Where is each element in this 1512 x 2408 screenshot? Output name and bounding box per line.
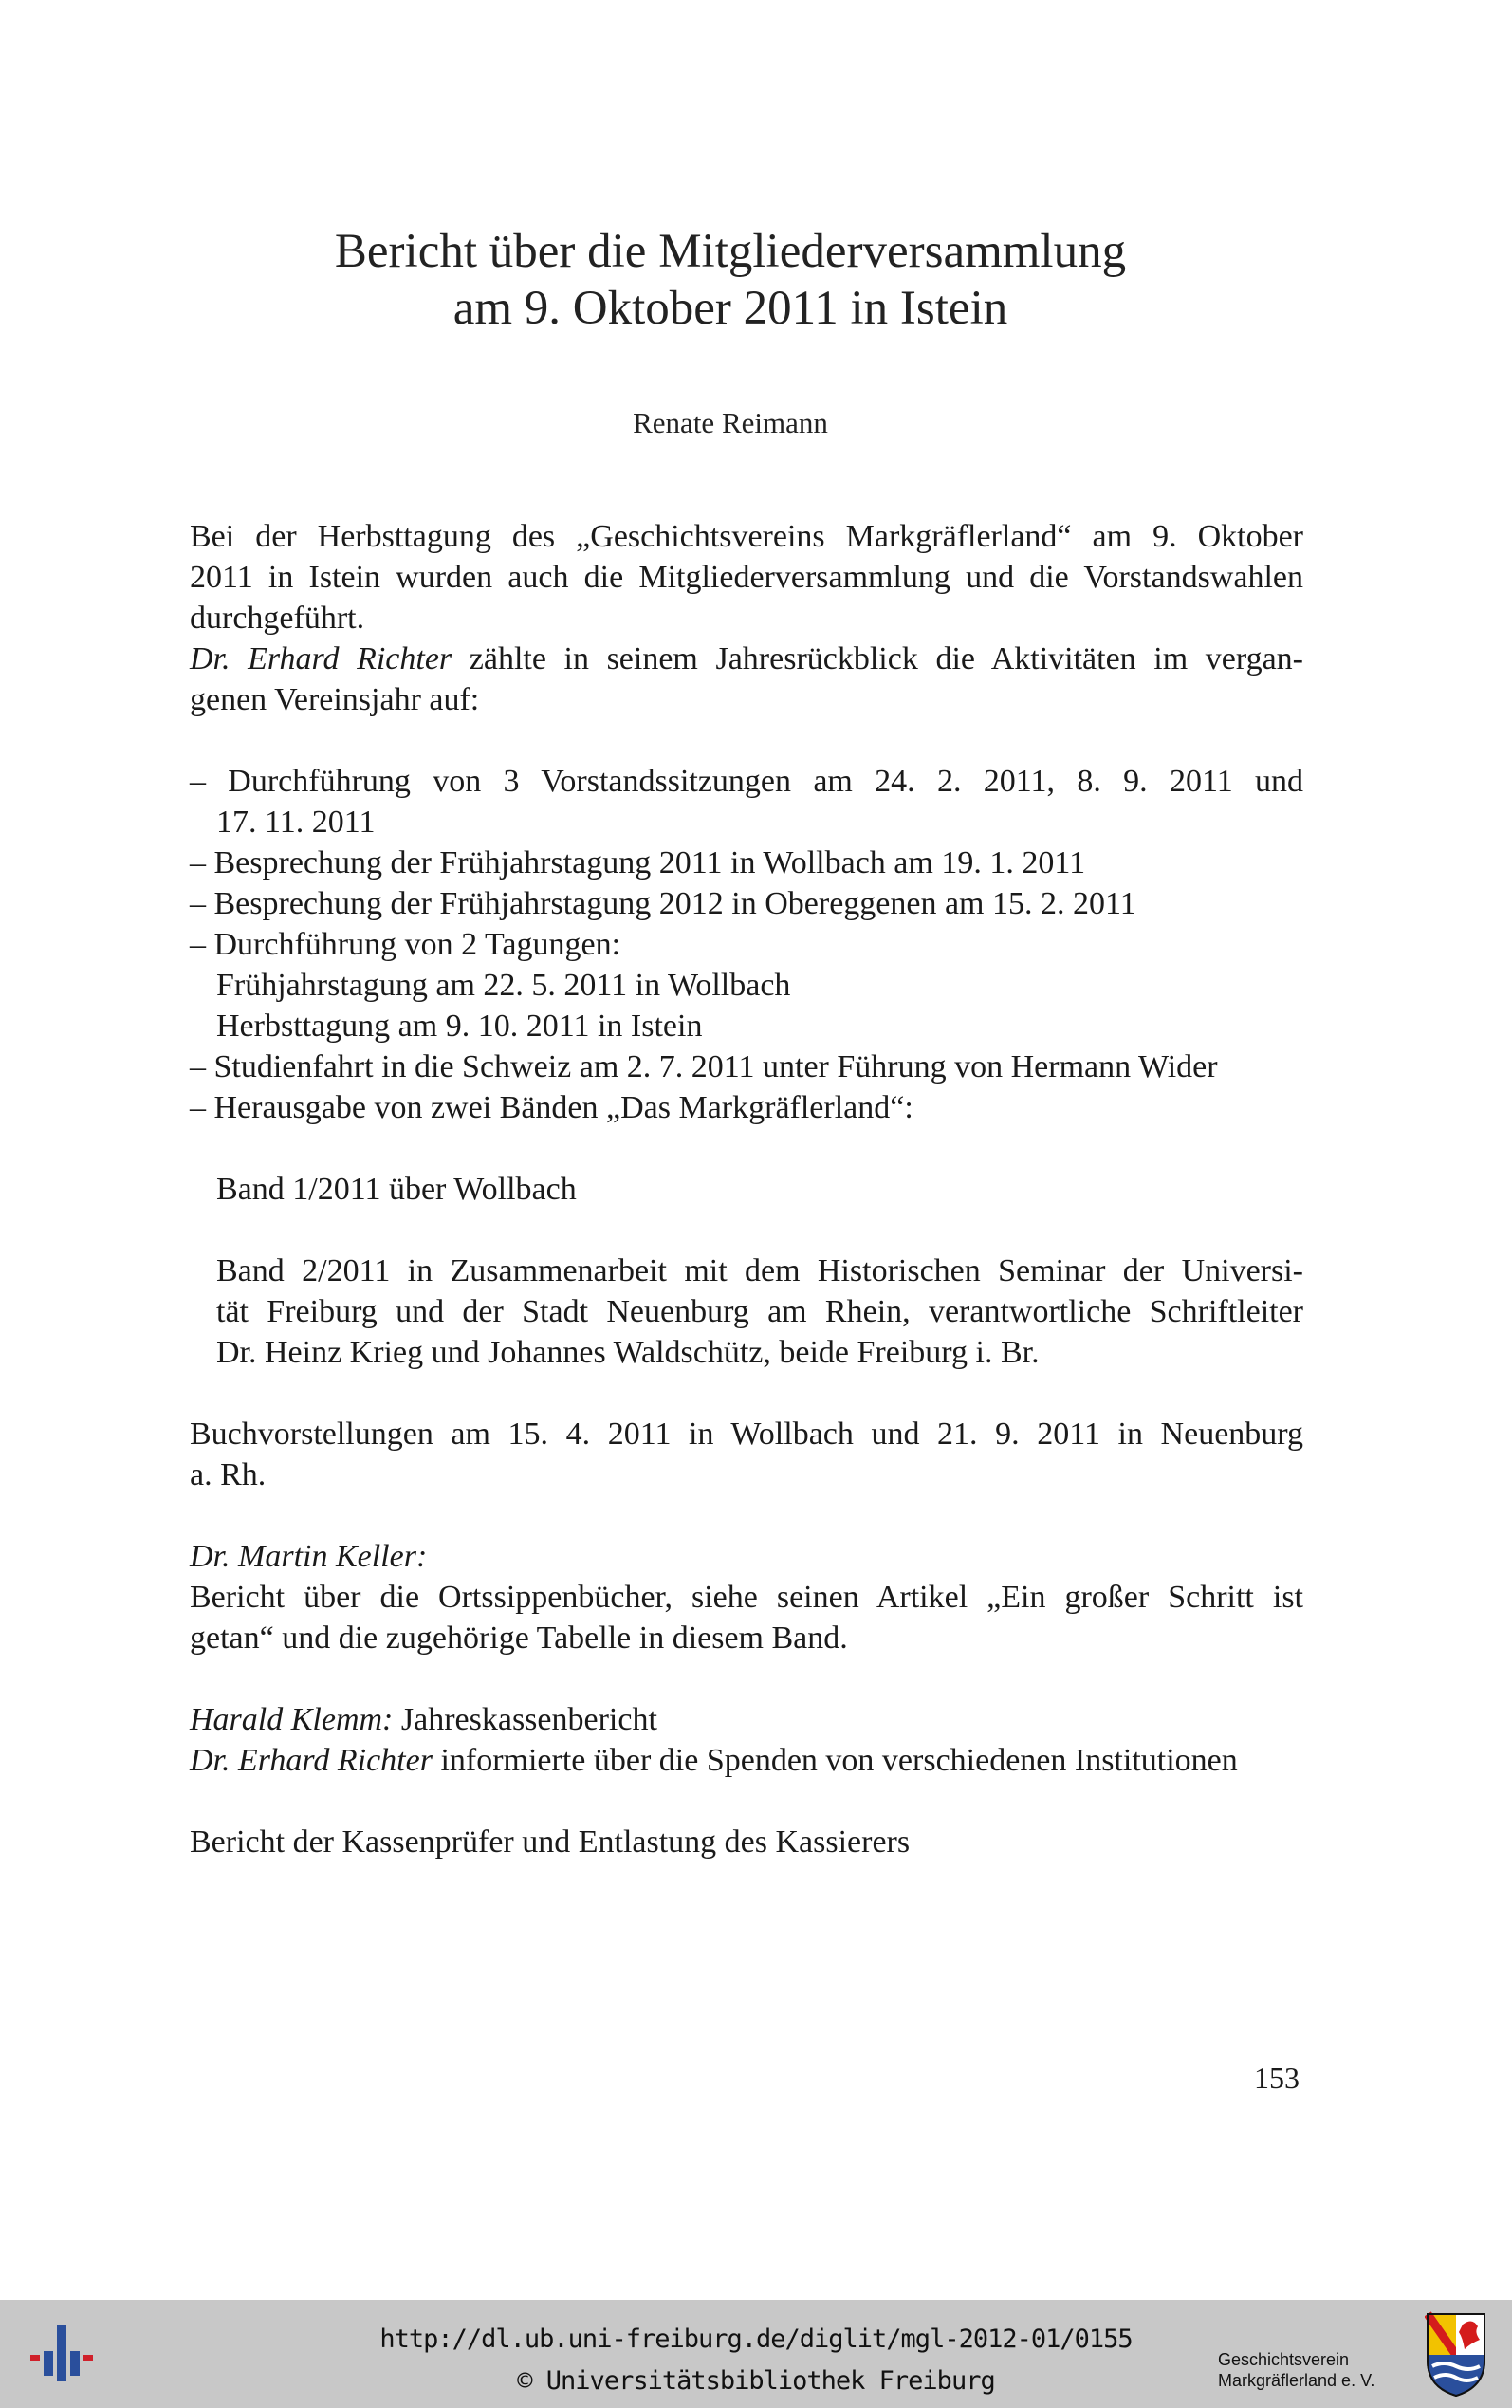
paragraph-line: durchgeführt. xyxy=(190,601,365,636)
society-name xyxy=(1218,2349,1374,2391)
list-item: – Studienfahrt in die Schweiz am 2. 7. 2011 unter Führung von Hermann Wider xyxy=(190,1049,1218,1084)
paragraph-line xyxy=(190,640,1303,678)
volume-line: Band 2/2011 in Zusammenarbeit mit dem Historischen Seminar der Universi- xyxy=(216,1253,1303,1288)
volume-line: tät Freiburg und der Stadt Neuenburg am Rhein, verantwortliche Schriftleiter xyxy=(216,1294,1303,1329)
list-item: – Durchführung von 3 Vorstandssitzungen am 24. 2. 2011, 8. 9. 2011 und xyxy=(190,764,1303,799)
list-item: – Besprechung der Frühjahrstagung 2011 in Wollbach am 19. 1. 2011 xyxy=(190,845,1086,880)
paragraph-line xyxy=(190,1742,1238,1780)
copyright-notice: © Universitätsbibliothek Freiburg xyxy=(517,2366,995,2396)
paragraph-line xyxy=(190,1538,427,1576)
paragraph-line xyxy=(190,1701,657,1739)
society-name-line: Geschichtsverein xyxy=(1218,2350,1350,2369)
person-name: Dr. Erhard Richter xyxy=(190,1743,433,1778)
article-author: Renate Reimann xyxy=(633,406,828,439)
society-crest-icon xyxy=(1425,2311,1487,2399)
paragraph-text: informierte über die Spenden von verschiedenen Institutionen xyxy=(432,1743,1238,1778)
list-item-continuation: Frühjahrstagung am 22. 5. 2011 in Wollbach xyxy=(216,968,791,1003)
list-item-continuation: 17. 11. 2011 xyxy=(216,805,376,840)
paragraph-line: 2011 in Istein wurden auch die Mitgliederversammlung und die Vorstandswahlen xyxy=(190,560,1303,595)
paragraph-line: getan“ und die zugehörige Tabelle in diesem Band. xyxy=(190,1621,848,1656)
paragraph-line: genen Vereinsjahr auf: xyxy=(190,682,480,717)
list-item: – Besprechung der Frühjahrstagung 2012 in Obereggenen am 15. 2. 2011 xyxy=(190,886,1136,921)
list-item: – Durchführung von 2 Tagungen: xyxy=(190,927,621,962)
volume-line: Band 1/2011 über Wollbach xyxy=(216,1172,577,1207)
person-name: Dr. Martin Keller: xyxy=(190,1539,428,1574)
person-name: Harald Klemm: xyxy=(190,1702,394,1737)
paragraph-line: Bei der Herbsttagung des „Geschichtsvereins Markgräflerland“ am 9. Oktober xyxy=(190,519,1303,554)
paragraph-line: Bericht der Kassenprüfer und Entlastung des Kassierers xyxy=(190,1825,911,1860)
article-title-line-2: am 9. Oktober 2011 in Istein xyxy=(452,282,1008,335)
source-url-link[interactable]: http://dl.ub.uni-freiburg.de/diglit/mgl-2012-01/0155 xyxy=(379,2325,1133,2354)
list-item-continuation: Herbsttagung am 9. 10. 2011 in Istein xyxy=(216,1009,703,1044)
list-item: – Herausgabe von zwei Bänden „Das Markgräflerland“: xyxy=(190,1090,913,1125)
society-name-line: Markgräflerland e. V. xyxy=(1218,2371,1375,2390)
footer-bar xyxy=(0,2300,1512,2408)
paragraph-text: Jahreskassenbericht xyxy=(393,1702,657,1737)
paragraph-line: Bericht über die Ortssippenbücher, siehe seinen Artikel „Ein großer Schritt ist xyxy=(190,1580,1303,1615)
article-title-line-1: Bericht über die Mitgliederversammlung xyxy=(334,225,1127,278)
paragraph-text: zählte in seinem Jahresrückblick die Aktivitäten im vergan- xyxy=(452,641,1303,676)
page-number: 153 xyxy=(1254,2061,1300,2095)
paragraph-line: a. Rh. xyxy=(190,1457,267,1492)
paragraph-line: Buchvorstellungen am 15. 4. 2011 in Wollbach und 21. 9. 2011 in Neuenburg xyxy=(190,1417,1303,1452)
person-name: Dr. Erhard Richter xyxy=(190,641,452,676)
volume-line: Dr. Heinz Krieg und Johannes Waldschütz, beide Freiburg i. Br. xyxy=(216,1335,1040,1370)
